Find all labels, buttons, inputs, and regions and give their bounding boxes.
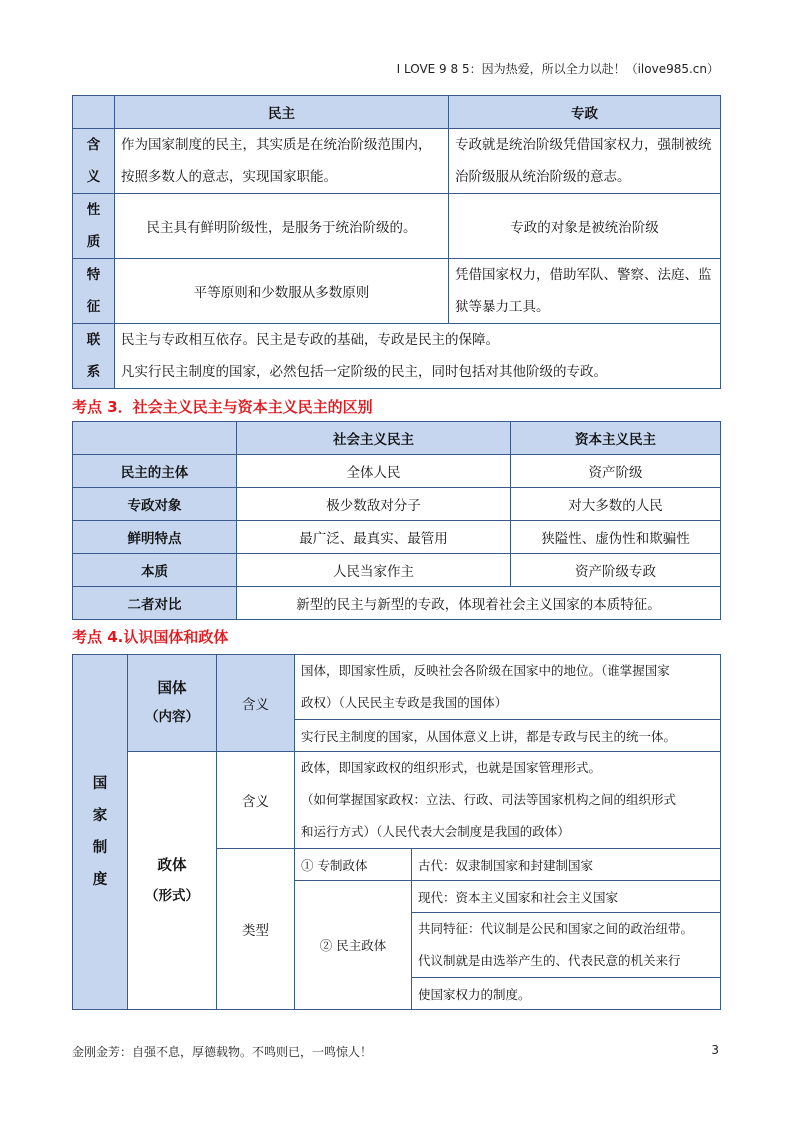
link-text: 民主与专政相互依存。民主是专政的基础，专政是民主的保障。 凡实行民主制度的国家，必然包括一定阶级的民主，同时包括对其他阶级的专政。 bbox=[115, 324, 721, 389]
feature-capitalist: 狭隘性、虚伪性和欺骗性 bbox=[511, 521, 721, 554]
row-label-target: 专政对象 bbox=[73, 488, 237, 521]
row-label-nature: 性 质 bbox=[73, 194, 115, 259]
representative-system-text: 共同特征：代议制是公民和国家之间的政治纽带。 代议制就是由选举产生的、代表民意的机关来行 bbox=[412, 913, 721, 978]
socialist-capitalist-table bbox=[72, 421, 721, 620]
representative-system-text-end: 使国家权力的制度。 bbox=[412, 978, 721, 1010]
democracy-dictatorship-table bbox=[72, 95, 721, 389]
header-capitalist: 资本主义民主 bbox=[511, 422, 721, 455]
row-label-feature: 鲜明特点 bbox=[73, 521, 237, 554]
democratic-examples: 现代：资本主义国家和社会主义国家 bbox=[412, 881, 721, 913]
zhengti-cell: 政体 （形式） bbox=[128, 752, 217, 1010]
guoti-note: 实行民主制度的国家，从国体意义上讲，都是专政与民主的统一体。 bbox=[295, 720, 721, 752]
target-capitalist: 对大多数的人民 bbox=[511, 488, 721, 521]
header-blank bbox=[73, 422, 237, 455]
essence-capitalist: 资产阶级专政 bbox=[511, 554, 721, 587]
essence-socialist: 人民当家作主 bbox=[237, 554, 511, 587]
header-socialist: 社会主义民主 bbox=[237, 422, 511, 455]
guoti-meaning-label: 含义 bbox=[217, 655, 295, 752]
nature-democracy: 民主具有鲜明阶级性，是服务于统治阶级的。 bbox=[115, 194, 449, 259]
header-democracy: 民主 bbox=[115, 96, 449, 129]
page-number: 3 bbox=[711, 1043, 719, 1057]
democratic-polity: ② 民主政体 bbox=[295, 881, 412, 1010]
compare-text: 新型的民主与新型的专政，体现着社会主义国家的本质特征。 bbox=[237, 587, 721, 620]
autocratic-polity: ① 专制政体 bbox=[295, 849, 412, 881]
feature-dictatorship: 凭借国家权力，借助军队、警察、法庭、监 狱等暴力工具。 bbox=[449, 259, 721, 324]
header-blank bbox=[73, 96, 115, 129]
row-label-subject: 民主的主体 bbox=[73, 455, 237, 488]
subject-capitalist: 资产阶级 bbox=[511, 455, 721, 488]
row-label-feature: 特 征 bbox=[73, 259, 115, 324]
footer-motto: 金刚金芳：自强不息，厚德载物。不鸣则已，一鸣惊人！ bbox=[72, 1045, 373, 1059]
row-label-meaning: 含 义 bbox=[73, 129, 115, 194]
nature-dictatorship: 专政的对象是被统治阶级 bbox=[449, 194, 721, 259]
row-label-essence: 本质 bbox=[73, 554, 237, 587]
row-label-compare: 二者对比 bbox=[73, 587, 237, 620]
meaning-dictatorship: 专政就是统治阶级凭借国家权力，强制被统 治阶级服从统治阶级的意志。 bbox=[449, 129, 721, 194]
state-system-table bbox=[72, 654, 721, 1010]
feature-democracy: 平等原则和少数服从多数原则 bbox=[115, 259, 449, 324]
guoti-cell: 国体 （内容） bbox=[128, 655, 217, 752]
meaning-democracy: 作为国家制度的民主，其实质是在统治阶级范围内， 按照多数人的意志，实现国家职能。 bbox=[115, 129, 449, 194]
header-dictatorship: 专政 bbox=[449, 96, 721, 129]
state-system-label: 国 家 制 度 bbox=[73, 655, 128, 1010]
feature-socialist: 最广泛、最真实、最管用 bbox=[237, 521, 511, 554]
autocratic-examples: 古代：奴隶制国家和封建制国家 bbox=[412, 849, 721, 881]
section-4-title: 考点 4.认识国体和政体 bbox=[72, 628, 229, 646]
page-header: I LOVE 9 8 5：因为热爱，所以全力以赴！（ilove985.cn） bbox=[396, 62, 719, 76]
target-socialist: 极少数敌对分子 bbox=[237, 488, 511, 521]
row-label-link: 联 系 bbox=[73, 324, 115, 389]
zhengti-type-label: 类型 bbox=[217, 849, 295, 1010]
section-3-title: 考点 3．社会主义民主与资本主义民主的区别 bbox=[72, 398, 373, 416]
zhengti-definition: 政体，即国家政权的组织形式，也就是国家管理形式。 （如何掌握国家政权：立法、行政、司法等国家机构之间的组织形式 和运行方式）（人民代表大会制度是我国的政体） bbox=[295, 752, 721, 849]
subject-socialist: 全体人民 bbox=[237, 455, 511, 488]
zhengti-meaning-label: 含义 bbox=[217, 752, 295, 849]
guoti-definition: 国体，即国家性质，反映社会各阶级在国家中的地位。（谁掌握国家 政权）（人民民主专政是我国的国体） bbox=[295, 655, 721, 720]
